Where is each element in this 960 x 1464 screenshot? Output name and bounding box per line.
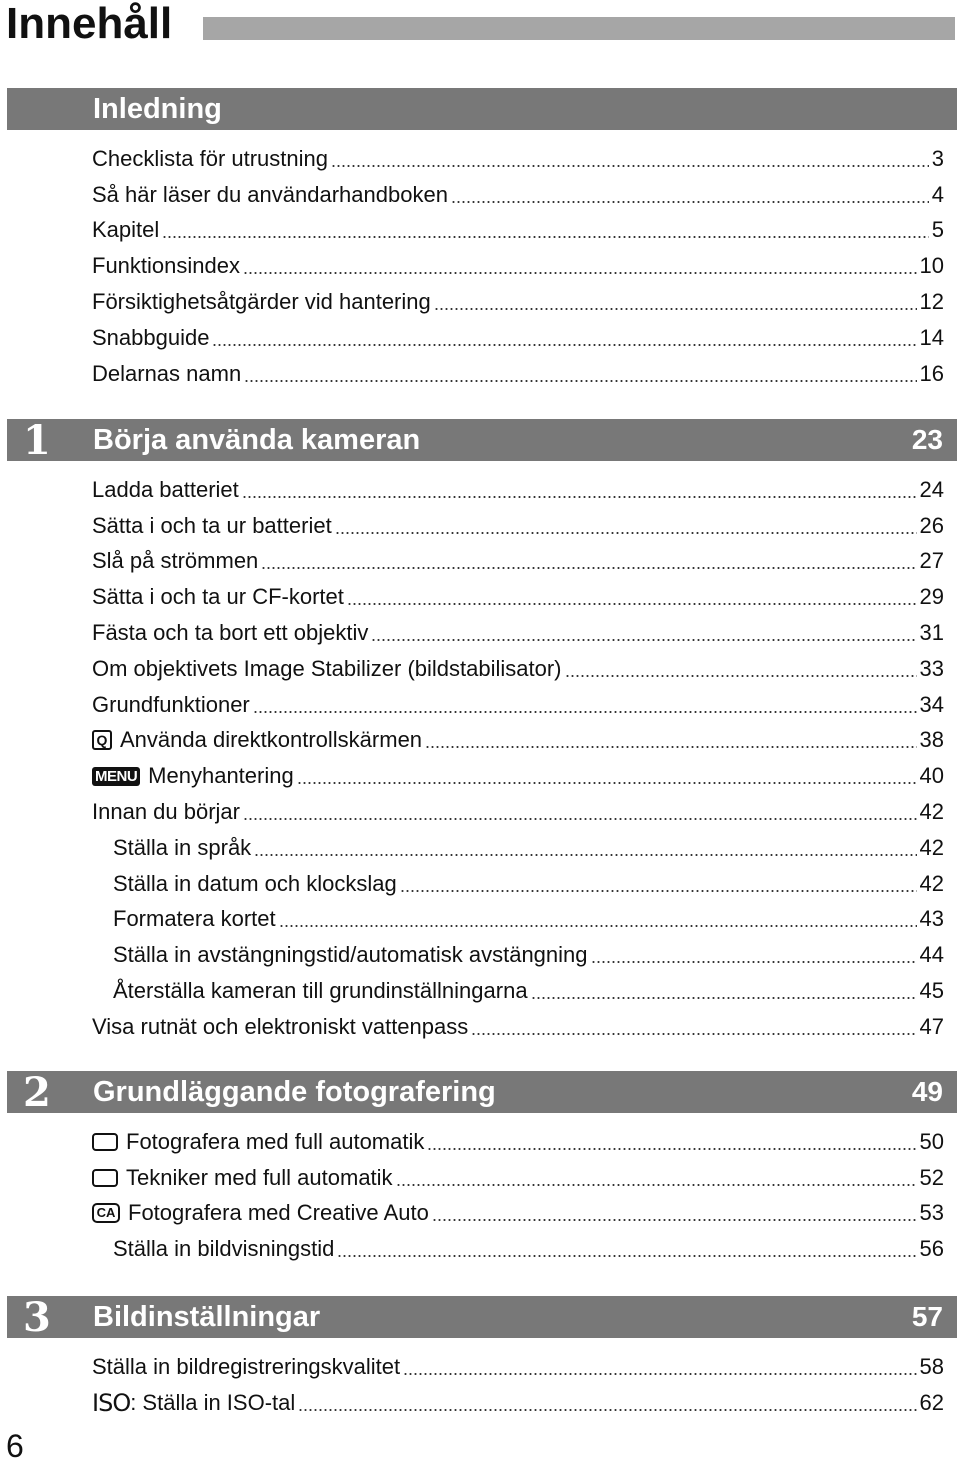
dot-leader — [297, 766, 917, 788]
chapter-page: 57 — [911, 1301, 943, 1332]
toc-entry-page: 16 — [919, 360, 944, 386]
chapter-section — [0, 88, 960, 392]
toc-entry-label: Om objektivets Image Stabilizer (bildstabilisator) — [92, 655, 562, 681]
toc-entry-label: Menyhantering — [148, 763, 294, 789]
toc-entry[interactable] — [92, 141, 944, 177]
dot-leader — [371, 623, 916, 645]
chapter-header — [7, 88, 957, 130]
page-title: Innehåll — [6, 0, 173, 48]
toc-entry-label: Försiktighetsåtgärder vid hantering — [92, 289, 431, 315]
menu-icon — [92, 767, 140, 786]
dot-leader — [396, 1168, 917, 1190]
chapter-title: Grundläggande fotografering — [93, 1076, 496, 1108]
menu-icon-glyph: MENU — [92, 767, 140, 786]
toc-entry-page: 33 — [919, 655, 944, 681]
toc-entry-page: 40 — [919, 763, 944, 789]
full-auto-icon — [92, 1169, 118, 1187]
toc-entry-label: Använda direktkontrollskärmen — [120, 727, 423, 753]
toc-entry-page: 62 — [919, 1389, 944, 1415]
toc-entry-list — [0, 472, 960, 1045]
toc-entry-page: 58 — [919, 1353, 944, 1379]
toc-entry[interactable] — [113, 1231, 944, 1267]
chapter-number: 1 — [23, 417, 51, 464]
toc-entry-label: Återställa kameran till grundinställningarna — [113, 978, 528, 1004]
toc-entry[interactable] — [92, 687, 944, 723]
toc-entry[interactable] — [92, 1349, 944, 1385]
toc-entry-label: Delarnas namn — [92, 360, 242, 386]
dot-leader — [279, 909, 917, 931]
toc-entry-page: 50 — [919, 1128, 944, 1154]
dot-leader — [347, 587, 917, 609]
toc-entry-label: Visa rutnät och elektroniskt vattenpass — [92, 1013, 469, 1039]
toc-entry[interactable] — [92, 651, 944, 687]
toc-entry-page: 47 — [919, 1013, 944, 1039]
toc-entry-page: 31 — [919, 620, 944, 646]
dot-leader — [253, 695, 917, 717]
toc-entry[interactable] — [92, 1385, 944, 1421]
toc-entry-label: Fotografera med Creative Auto — [128, 1200, 429, 1226]
toc-entry-label: Snabbguide — [92, 324, 210, 350]
toc-entry-page: 27 — [919, 548, 944, 574]
toc-entry-page: 38 — [919, 727, 944, 753]
toc-entry[interactable] — [113, 866, 944, 902]
toc-entry[interactable] — [92, 723, 944, 759]
creative-auto-icon — [92, 1203, 120, 1223]
chapter-page: 23 — [911, 424, 943, 455]
toc-entry-label: Ställa in datum och klockslag — [113, 870, 397, 896]
chapter-header — [7, 1294, 957, 1341]
dot-leader — [298, 1393, 916, 1415]
quick-control-icon — [92, 730, 112, 750]
dot-leader — [400, 874, 917, 896]
dot-leader — [451, 185, 929, 207]
toc-entry[interactable] — [92, 356, 944, 392]
toc-entry-label: Tekniker med full automatik — [126, 1164, 393, 1190]
toc-entry-page: 53 — [919, 1200, 944, 1226]
toc-entry-label: Formatera kortet — [113, 906, 276, 932]
chapter-number: 2 — [23, 1069, 51, 1116]
toc-entry-label: Ställa in bildvisningstid — [113, 1236, 335, 1262]
toc-entry[interactable] — [92, 615, 944, 651]
dot-leader — [425, 730, 916, 752]
chapter-section — [0, 1071, 960, 1267]
chapter-title: Bildinställningar — [93, 1301, 321, 1333]
toc-entry-page: 4 — [931, 181, 944, 207]
dot-leader — [243, 802, 917, 824]
toc-entry-page: 26 — [919, 512, 944, 538]
dot-leader — [337, 1239, 916, 1261]
dot-leader — [432, 1203, 917, 1225]
chapter-section — [0, 1296, 960, 1421]
toc-entry[interactable] — [92, 1009, 944, 1045]
toc-entry-page: 56 — [919, 1236, 944, 1262]
page-header — [0, 0, 960, 60]
toc-entry[interactable] — [92, 758, 944, 794]
toc-entry-label: Slå på strömmen — [92, 548, 259, 574]
dot-leader — [162, 220, 928, 242]
dot-leader — [244, 364, 916, 386]
toc-entry-page: 14 — [919, 324, 944, 350]
chapter-header — [7, 417, 957, 464]
toc-entry-label: Ladda batteriet — [92, 476, 239, 502]
toc-entry-label: Kapitel — [92, 217, 160, 243]
toc-entry-label: Ställa in bildregistreringskvalitet — [92, 1353, 401, 1379]
dot-leader — [335, 516, 917, 538]
toc-entry[interactable] — [92, 177, 944, 213]
dot-leader — [565, 659, 917, 681]
toc-entry-page: 42 — [919, 870, 944, 896]
page-number: 6 — [6, 1428, 24, 1464]
chapter-page: 49 — [911, 1076, 943, 1107]
dot-leader — [471, 1017, 916, 1039]
toc-entry-page: 43 — [919, 906, 944, 932]
toc-entry[interactable] — [113, 902, 944, 938]
title-rule — [203, 17, 955, 40]
toc-entry-page: 42 — [919, 834, 944, 860]
dot-leader — [254, 838, 916, 860]
quick-control-icon-glyph: Q — [92, 730, 112, 750]
dot-leader — [243, 256, 917, 278]
toc-entry-list — [0, 1349, 960, 1421]
dot-leader — [331, 149, 929, 171]
dot-leader — [212, 328, 916, 350]
dot-leader — [403, 1357, 916, 1379]
chapter-number: 3 — [23, 1294, 51, 1341]
toc-entry-label: Ställa in språk — [113, 834, 252, 860]
toc-entry[interactable] — [92, 284, 944, 320]
toc-entry[interactable] — [92, 213, 944, 249]
toc-entry-label: : Ställa in ISO-tal — [130, 1389, 296, 1415]
toc-entry[interactable] — [92, 579, 944, 615]
toc-entry-page: 52 — [919, 1164, 944, 1190]
toc-entry-page: 24 — [919, 476, 944, 502]
toc-entry-page: 34 — [919, 691, 944, 717]
toc-entry[interactable] — [92, 1196, 944, 1232]
toc-entry-page: 45 — [919, 978, 944, 1004]
chapter-header — [7, 1069, 957, 1116]
chapter-section — [0, 419, 960, 1045]
chapter-title: Inledning — [93, 93, 222, 125]
dot-leader — [427, 1132, 916, 1154]
full-auto-icon — [92, 1133, 118, 1151]
toc-entry[interactable] — [92, 1160, 944, 1196]
dot-leader — [591, 945, 917, 967]
toc-entry-label: Innan du börjar — [92, 799, 240, 825]
toc-entry-label: Ställa in avstängningstid/automatisk avstängning — [113, 942, 588, 968]
toc-entry[interactable] — [113, 973, 944, 1009]
chapter-title: Börja använda kameran — [93, 424, 421, 456]
toc-entry-page: 42 — [919, 799, 944, 825]
toc-entry-list — [0, 141, 960, 392]
toc-entry-list — [0, 1124, 960, 1267]
toc-entry-label: Så här läser du användarhandboken — [92, 181, 448, 207]
dot-leader — [242, 480, 917, 502]
dot-leader — [261, 551, 916, 573]
toc-entry[interactable] — [92, 472, 944, 508]
iso-icon — [92, 1389, 130, 1417]
toc-entry[interactable] — [92, 248, 944, 284]
toc-entry-label: Checklista för utrustning — [92, 145, 328, 171]
dot-leader — [434, 292, 917, 314]
toc-entry-label: Fästa och ta bort ett objektiv — [92, 620, 369, 646]
toc-entry-page: 29 — [919, 584, 944, 610]
toc-entry[interactable] — [92, 794, 944, 830]
toc-entry-label: Sätta i och ta ur batteriet — [92, 512, 332, 538]
full-auto-icon-glyph — [92, 1169, 118, 1187]
full-auto-icon-glyph — [92, 1133, 118, 1151]
toc-entry-page: 10 — [919, 253, 944, 279]
toc-entry-page: 3 — [931, 145, 944, 171]
toc-entry[interactable] — [92, 544, 944, 580]
toc-entry-label: Grundfunktioner — [92, 691, 250, 717]
toc-entry[interactable] — [92, 508, 944, 544]
creative-auto-icon-glyph: CA — [92, 1203, 120, 1223]
toc-entry[interactable] — [92, 1124, 944, 1160]
toc-entry-label: Fotografera med full automatik — [126, 1128, 425, 1154]
toc-entry-label: Sätta i och ta ur CF-kortet — [92, 584, 344, 610]
dot-leader — [531, 981, 917, 1003]
toc-entry[interactable] — [92, 320, 944, 356]
toc-entry-page: 44 — [919, 942, 944, 968]
iso-icon-glyph: ISO — [92, 1388, 131, 1417]
toc-entry-page: 12 — [919, 289, 944, 315]
toc-entry-label: Funktionsindex — [92, 253, 240, 279]
toc-entry-page: 5 — [931, 217, 944, 243]
toc-entry[interactable] — [113, 937, 944, 973]
toc-entry[interactable] — [113, 830, 944, 866]
